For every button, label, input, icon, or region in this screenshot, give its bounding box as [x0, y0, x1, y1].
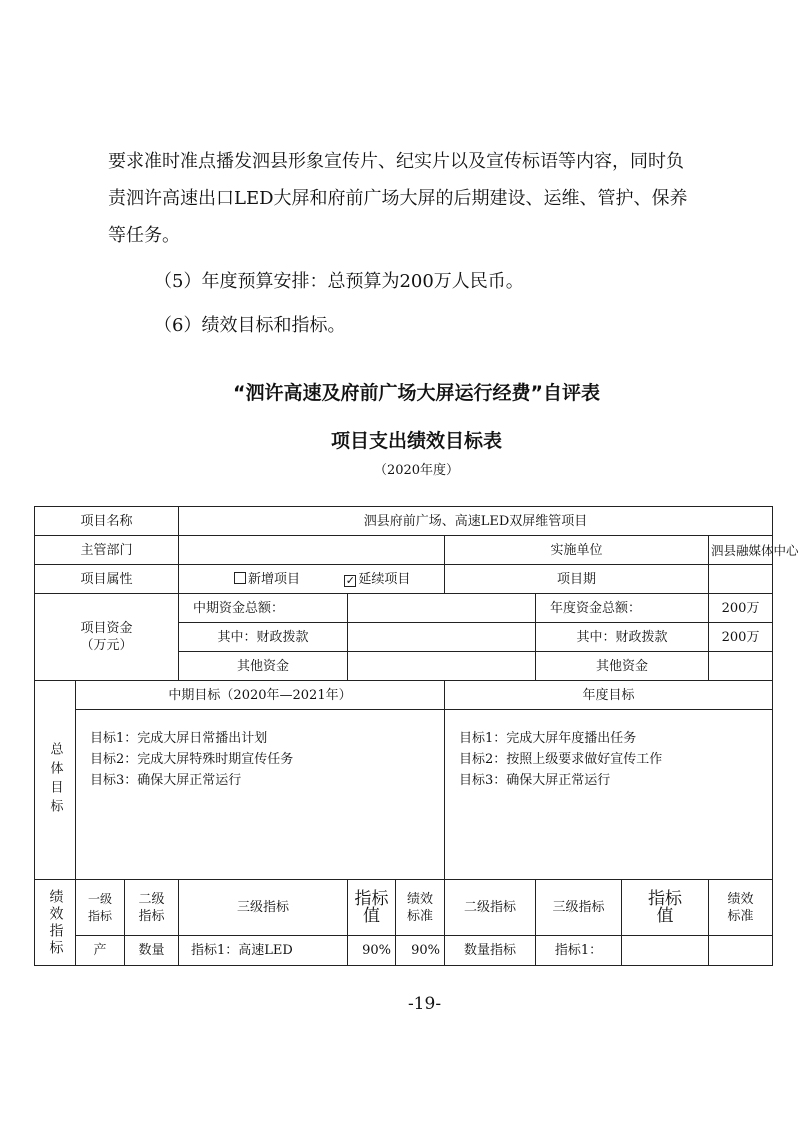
form-title: “泗许高速及府前广场大屏运行经费”自评表: [233, 382, 600, 404]
performance-table: [34, 506, 799, 966]
annual-total-value: 200万: [709, 594, 773, 623]
row-attribute: [35, 565, 773, 594]
continued-project-checkbox: ✓: [345, 573, 355, 587]
header-value: 指标值: [348, 880, 396, 936]
annual-other-label: 其他资金: [536, 652, 709, 681]
mid-goal-2: 目标2：完成大屏特殊时期宣传任务: [90, 752, 294, 767]
header-level1: 一级指标: [76, 880, 125, 936]
period-label: 项目期: [445, 565, 709, 594]
body-line-3: 等任务。: [108, 225, 180, 246]
row-indicator-1: [35, 936, 773, 966]
overall-goal-label: [35, 681, 76, 880]
row-level3: 指标1：高速LED: [179, 936, 348, 966]
mid-total-label: 中期资金总额：: [179, 594, 348, 623]
project-name-label: 项目名称: [35, 507, 179, 536]
body-paragraph: [108, 143, 708, 254]
attr-options: [179, 565, 445, 594]
project-name-value: 泗县府前广场、高速LED双屏维管项目: [179, 507, 773, 536]
annual-goal-header: 年度目标: [445, 681, 773, 710]
row-level1: 产: [76, 936, 125, 966]
row-indicator-headers: [35, 880, 773, 936]
mid-total-value: [348, 594, 536, 623]
funds-label-line-2: （万元）: [80, 638, 133, 653]
attr-label: 项目属性: [35, 565, 179, 594]
perf-indicator-label: [35, 880, 76, 966]
row-department: [35, 536, 773, 565]
budget-paragraph: [108, 263, 754, 300]
row-level3-b: 指标1：: [536, 936, 622, 966]
mid-fiscal-label: 其中：财政拨款: [179, 623, 348, 652]
form-year: （2020年度）: [373, 463, 460, 478]
annual-goal-3: 目标3：确保大屏正常运行: [459, 773, 611, 788]
continued-project-label: 延续项目: [358, 571, 411, 587]
header-standard: 绩效标准: [396, 880, 445, 936]
funds-label: [35, 594, 179, 681]
row-level2: 数量: [125, 936, 179, 966]
annual-fiscal-label: 其中：财政拨款: [536, 623, 709, 652]
annual-total-label: 年度资金总额：: [536, 594, 709, 623]
annual-goal-1: 目标1：完成大屏年度播出任务: [459, 731, 637, 746]
mid-goals-cell: [76, 710, 445, 880]
row-goals: [35, 710, 773, 880]
body-line-1: 要求准时准点播发泗县形象宣传片、纪实片以及宣传标语等内容，同时负: [108, 151, 684, 172]
mid-other-value: [348, 652, 536, 681]
perf-indicator-label-text: 绩效指标: [47, 888, 64, 957]
form-subtitle: 项目支出绩效目标表: [330, 430, 502, 452]
goals-heading-paragraph: [108, 307, 754, 344]
row-standard: 90%: [396, 936, 445, 966]
annual-other-value: [709, 652, 773, 681]
row-standard-b: [709, 936, 773, 966]
impl-unit-label: 实施单位: [445, 536, 709, 565]
row-funds-total: [35, 594, 773, 623]
mid-other-label: 其他资金: [179, 652, 348, 681]
funds-label-line-1: 项目资金: [80, 621, 133, 636]
row-level2-b: 数量指标: [445, 936, 536, 966]
header-level3: 三级指标: [179, 880, 348, 936]
page-number: -19-: [407, 994, 442, 1014]
header-standard-b: 绩效标准: [709, 880, 773, 936]
goals-heading-line: （6）绩效目标和指标。: [154, 315, 346, 336]
budget-line: （5）年度预算安排：总预算为200万人民币。: [154, 271, 524, 292]
row-project-name: [35, 507, 773, 536]
overall-goal-label-text: 总体目标: [47, 742, 63, 818]
dept-value: [179, 536, 445, 565]
header-level2-b: 二级指标: [445, 880, 536, 936]
annual-goals-cell: [445, 710, 773, 880]
dept-label: 主管部门: [35, 536, 179, 565]
mid-goal-header: 中期目标（2020年—2021年）: [76, 681, 445, 710]
new-project-label: 新增项目: [248, 571, 301, 587]
header-level2: 二级指标: [125, 880, 179, 936]
annual-fiscal-value: 200万: [709, 623, 773, 652]
mid-goal-3: 目标3：确保大屏正常运行: [90, 773, 242, 788]
impl-unit-value: 泗县融媒体中心: [709, 536, 773, 565]
body-line-2: 责泗许高速出口LED大屏和府前广场大屏的后期建设、运维、管护、保养: [108, 188, 688, 209]
mid-fiscal-value: [348, 623, 536, 652]
header-level3-b: 三级指标: [536, 880, 622, 936]
period-value: [709, 565, 773, 594]
annual-goal-2: 目标2：按照上级要求做好宣传工作: [459, 752, 663, 767]
row-value-b: [622, 936, 709, 966]
mid-goal-1: 目标1：完成大屏日常播出计划: [90, 731, 268, 746]
new-project-checkbox: [234, 572, 246, 584]
header-value-b: 指标值: [622, 880, 709, 936]
row-goal-headers: [35, 681, 773, 710]
row-value: 90%: [348, 936, 396, 966]
